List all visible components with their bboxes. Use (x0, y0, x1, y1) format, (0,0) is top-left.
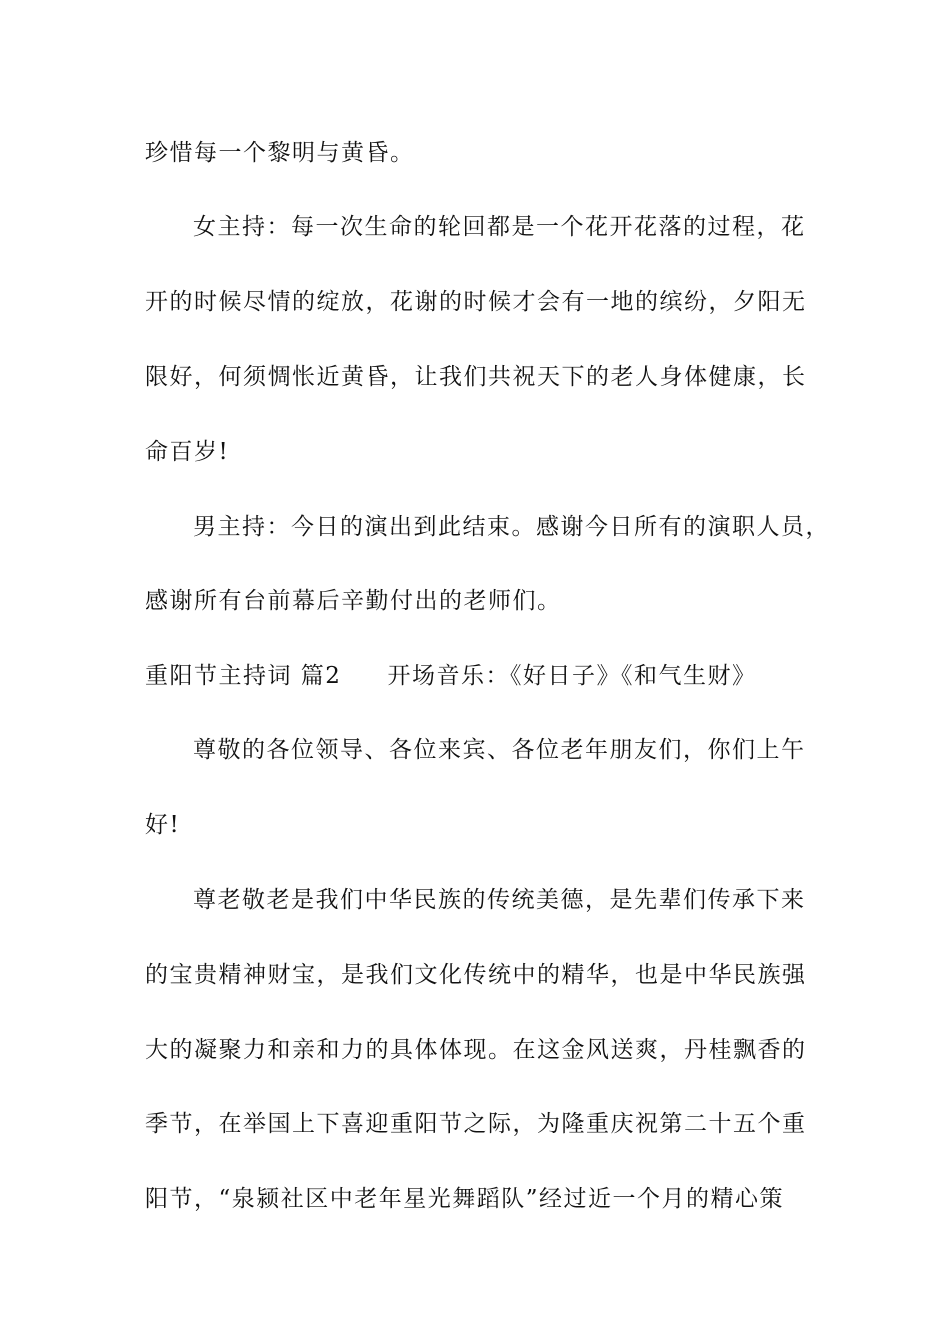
text-line: 珍惜每一个黎明与黄昏。 (145, 140, 415, 166)
text-line: 季节，在举国上下喜迎重阳节之际，为隆重庆祝第二十五个重 (145, 1111, 807, 1137)
text-line: 大的凝聚力和亲和力的具体体现。在这金风送爽，丹桂飘香的 (145, 1037, 807, 1063)
text-line: 限好，何须惆怅近黄昏，让我们共祝天下的老人身体健康，长 (145, 364, 807, 390)
section-heading (145, 661, 756, 691)
text-line: 感谢所有台前幕后辛勤付出的老师们。 (145, 588, 562, 614)
text-line: 尊敬的各位领导、各位来宾、各位老年朋友们，你们上午 (193, 737, 806, 763)
text-line: 命百岁! (145, 439, 230, 465)
text-line: 好! (145, 812, 181, 838)
text-line: 阳节，“泉颍社区中老年星光舞蹈队”经过近一个月的精心策 (145, 1186, 785, 1212)
section-title: 重阳节主持词 篇2 (145, 663, 342, 689)
text-line: 女主持：每一次生命的轮回都是一个花开花落的过程，花 (193, 214, 806, 240)
opening-music: 开场音乐：《好日子》《和气生财》 (387, 663, 757, 689)
text-line: 开的时候尽情的绽放，花谢的时候才会有一地的缤纷，夕阳无 (145, 289, 807, 315)
text-line: 的宝贵精神财宝，是我们文化传统中的精华，也是中华民族强 (145, 962, 807, 988)
text-line: 尊老敬老是我们中华民族的传统美德，是先辈们传承下来 (193, 887, 806, 913)
text-line: 男主持：今日的演出到此结束。感谢今日所有的演职人员， (193, 514, 830, 540)
